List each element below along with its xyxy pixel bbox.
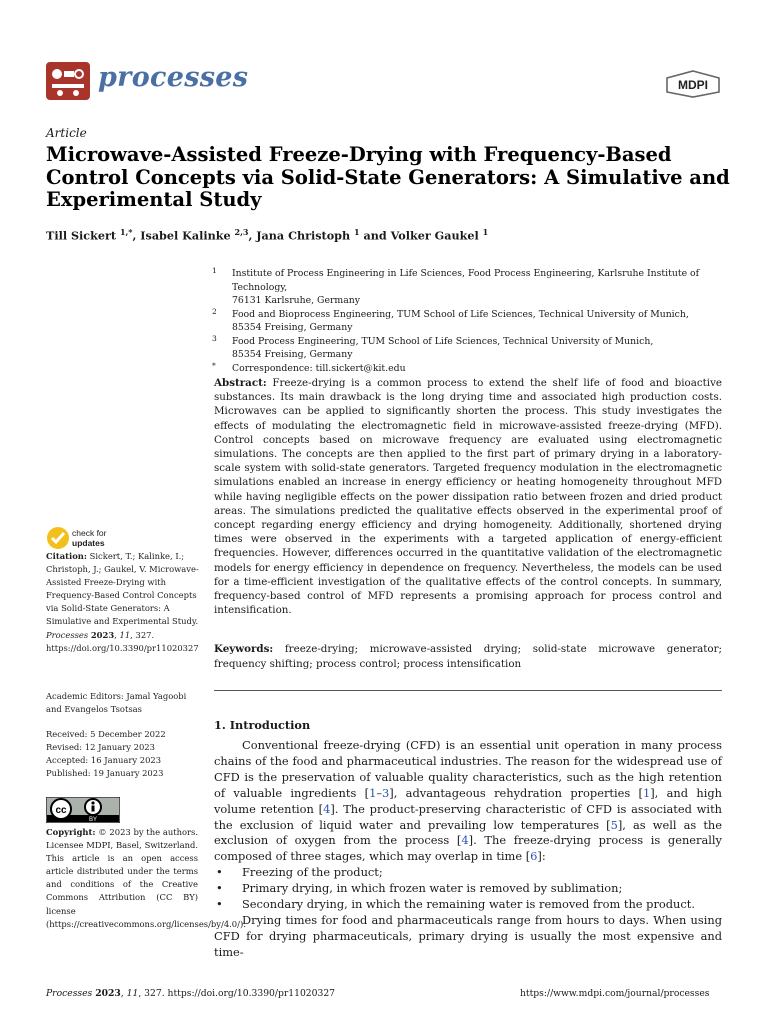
author-affiliation-mark: 1 bbox=[482, 227, 489, 237]
citation-block: Citation: Sickert, T.; Kalinke, I.; Christoph, J.; Gaukel, V. Microwave-Assisted Freeze-Drying with Frequency-Based Control Concepts via Solid-State Generators: A Simulative and Experimental Study. Processes 2023, 11, 327. https://doi.org/10.3390/pr11020327 bbox=[46, 551, 199, 653]
keywords-text: freeze-drying; microwave-assisted drying; solid-state microwave generator; frequency shifting; process control; process intensification bbox=[214, 643, 722, 670]
author-name: Jana Christoph bbox=[256, 228, 355, 243]
affiliation-line: 85354 Freising, Germany bbox=[232, 322, 353, 333]
copyright-notice bbox=[46, 826, 246, 931]
svg-text:MDPI: MDPI bbox=[678, 78, 708, 92]
list-item: • Freezing of the product; bbox=[214, 865, 722, 881]
citation-link[interactable]: 6 bbox=[530, 849, 538, 864]
citation-link[interactable]: 5 bbox=[610, 817, 618, 832]
stage-list bbox=[214, 865, 722, 913]
introduction-body bbox=[214, 738, 722, 961]
date-line: Revised: 12 January 2023 bbox=[46, 742, 155, 753]
paragraph-text: ]. The freeze-drying process is generally composed of three stages, which may overlap in time [ bbox=[214, 833, 722, 864]
affiliation-mark: 2 bbox=[212, 306, 217, 316]
citation-year: 2023 bbox=[90, 629, 115, 640]
citation-label: Citation: bbox=[46, 551, 87, 561]
article-title: Microwave-Assisted Freeze-Drying with Frequency-Based Control Concepts via Solid-State Generators: A Simulative and Experimental Study bbox=[46, 143, 730, 211]
affiliation-line: Institute of Process Engineering in Life Sciences, Food Process Engineering, Karlsruhe Institute of Technology, bbox=[232, 268, 700, 293]
section-divider bbox=[214, 690, 722, 691]
svg-text:cc: cc bbox=[55, 805, 67, 816]
affiliation-mark: * bbox=[212, 360, 216, 370]
paragraph-text: ]: bbox=[537, 849, 546, 864]
footer-year: 2023 bbox=[95, 988, 121, 999]
author-affiliation-mark: 1 bbox=[354, 227, 360, 237]
affiliation-line: 76131 Karlsruhe, Germany bbox=[232, 295, 361, 306]
author-name: Till Sickert bbox=[46, 228, 120, 243]
affiliation-item bbox=[214, 335, 734, 362]
author-name: Isabel Kalinke bbox=[140, 228, 235, 243]
footer-journal: Processes bbox=[46, 988, 93, 999]
affiliation-mark: 1 bbox=[212, 266, 217, 275]
publication-dates bbox=[46, 728, 202, 780]
footer-citation: Processes 2023, 11, 327. https://doi.org/10.3390/pr11020327 bbox=[46, 988, 336, 999]
author-name: Volker Gaukel bbox=[390, 228, 483, 243]
affiliation-item bbox=[214, 362, 734, 376]
paragraph-text: ], advantageous rehydration properties [ bbox=[389, 785, 643, 800]
abstract-label: Abstract: bbox=[214, 377, 267, 389]
citation-link[interactable]: 1 bbox=[642, 785, 651, 800]
section-heading: 1. Introduction bbox=[214, 718, 311, 732]
date-line: Accepted: 16 January 2023 bbox=[46, 755, 162, 766]
citation-doi[interactable]: , 327. https://doi.org/10.3390/pr11020327 bbox=[46, 629, 199, 653]
author-affiliation-mark: 1,* bbox=[119, 227, 133, 237]
mdpi-logo bbox=[665, 70, 721, 98]
paragraph-text: ]. The product-preserving characteristic of CFD is associated with the exclusion of liquid water and prevailing low temperatures [ bbox=[214, 801, 722, 832]
abstract bbox=[214, 376, 722, 617]
author-affiliation-mark: 2,3 bbox=[234, 227, 249, 237]
paragraph-text: ], and high volume retention [ bbox=[214, 785, 722, 816]
citation-journal: Processes bbox=[46, 629, 89, 640]
abstract-text: Freeze-drying is a common process to extend the shelf life of food and bioactive substances. Its main drawback is the long drying time and associated high production costs. Microwaves can be applied to significantly shorten the process. This study investigates the effects of modulating the electromagnetic field in microwave-assisted freeze-drying (MFD). Control concepts based on microwave frequency are evaluated using electromagnetic simulations. The concepts are then applied to the first part of primary drying in a laboratory-scale system with solid-state generators. Targeted frequency modulation in the electromagnetic simulations enabled an increase in energy efficiency or heating homogeneity throughout MFD while having negligible effects on the power dissipation ratio between frozen and dried product areas. The simulations predicted the qualitative effects observed in the experimental proof of concept regarding energy efficiency and drying homogeneity. Additionally, shortened drying times were observed in the experiments with a targeted application of energy-efficient frequencies. However, differences occurred in the quantitative validation of the electromagnetic models for energy efficiency in dependence on frequency. Nevertheless, the models can be used for a time-efficient investigation of the qualitative effects of the control concepts. In summary, frequency-based control of MFD represents a promising approach for process control and intensification. bbox=[214, 377, 722, 617]
journal-name: processes bbox=[98, 62, 249, 93]
affiliation-line: Food Process Engineering, TUM School of Life Sciences, Technical University of Munich, bbox=[232, 335, 654, 347]
keywords bbox=[214, 642, 722, 672]
affiliation-line: Food and Bioprocess Engineering, TUM School of Life Sciences, Technical University of Munich, bbox=[232, 308, 689, 320]
affiliation-line: Correspondence: till.sickert@kit.edu bbox=[232, 362, 406, 374]
svg-text:check for: check for bbox=[72, 528, 107, 538]
author-list: Till Sickert $^{1,*}$, Isabel Kalinke $^{2,3}$, Jana Christoph $^1$ and Volker Gaukel $^1$ bbox=[46, 227, 489, 243]
cc-by-license-icon[interactable] bbox=[46, 797, 120, 823]
date-line: Received: 5 December 2022 bbox=[46, 729, 166, 739]
citation-link[interactable]: 1 bbox=[369, 785, 377, 800]
svg-text:updates: updates bbox=[72, 538, 105, 548]
paragraph-text: – bbox=[376, 785, 383, 800]
keywords-label: Keywords: bbox=[214, 643, 274, 655]
intro-paragraph bbox=[214, 738, 722, 865]
copyright-text: © 2023 by the authors. Licensee MDPI, Basel, Switzerland. This article is an open access article distributed under the terms and conditions of the Creative Commons Attribution (CC BY) license (https://creativecommons.org/licenses/by/4.0/). bbox=[46, 827, 246, 929]
paragraph-text: Conventional freeze-drying (CFD) is an essential unit operation in many process chains of the food and pharmaceutical industries. The reason for the widespread use of CFD is the preservation of valuable quality characteristics, such as the high retention of valuable ingredients [ bbox=[214, 738, 722, 800]
svg-text:BY: BY bbox=[88, 817, 98, 823]
footer-journal-url[interactable]: https://www.mdpi.com/journal/processes bbox=[520, 988, 710, 999]
citation-link[interactable]: 4 bbox=[461, 833, 469, 848]
date-line: Published: 19 January 2023 bbox=[46, 768, 164, 779]
citation-text: Sickert, T.; Kalinke, I.; Christoph, J.; Gaukel, V. Microwave-Assisted Freeze-Drying with Frequency-Based Control Concepts via Solid-State Generators: A Simulative and Experimental Study. bbox=[46, 551, 199, 627]
citation-link[interactable]: 3 bbox=[382, 785, 390, 800]
paragraph-text: ], as well as the exclusion of oxygen from the process [ bbox=[214, 817, 722, 848]
footer-volume: 11 bbox=[126, 988, 139, 999]
affiliation-line: 85354 Freising, Germany bbox=[232, 349, 353, 360]
footer-doi[interactable]: , 327. https://doi.org/10.3390/pr11020327 bbox=[138, 988, 336, 999]
intro-paragraph-2: Drying times for food and pharmaceuticals range from hours to days. When using CFD for drying pharmaceuticals, primary drying is usually the most expensive and time- bbox=[214, 912, 722, 959]
citation-link[interactable]: 4 bbox=[323, 801, 331, 816]
citation-volume: 11 bbox=[119, 629, 131, 640]
affiliation-item bbox=[214, 308, 734, 335]
list-item: • Secondary drying, in which the remaining water is removed from the product. bbox=[214, 897, 722, 913]
check-for-updates-badge[interactable] bbox=[46, 526, 126, 550]
affiliation-item bbox=[214, 267, 734, 308]
list-item: • Primary drying, in which frozen water is removed by sublimation; bbox=[214, 881, 722, 897]
affiliations bbox=[214, 267, 734, 375]
article-type: Article bbox=[46, 126, 87, 140]
affiliation-mark: 3 bbox=[212, 333, 217, 343]
copyright-label: Copyright: bbox=[46, 827, 96, 837]
journal-logo bbox=[46, 62, 90, 100]
academic-editors: Academic Editors: Jamal Yagoobi and Evangelos Tsotsas bbox=[46, 691, 187, 715]
